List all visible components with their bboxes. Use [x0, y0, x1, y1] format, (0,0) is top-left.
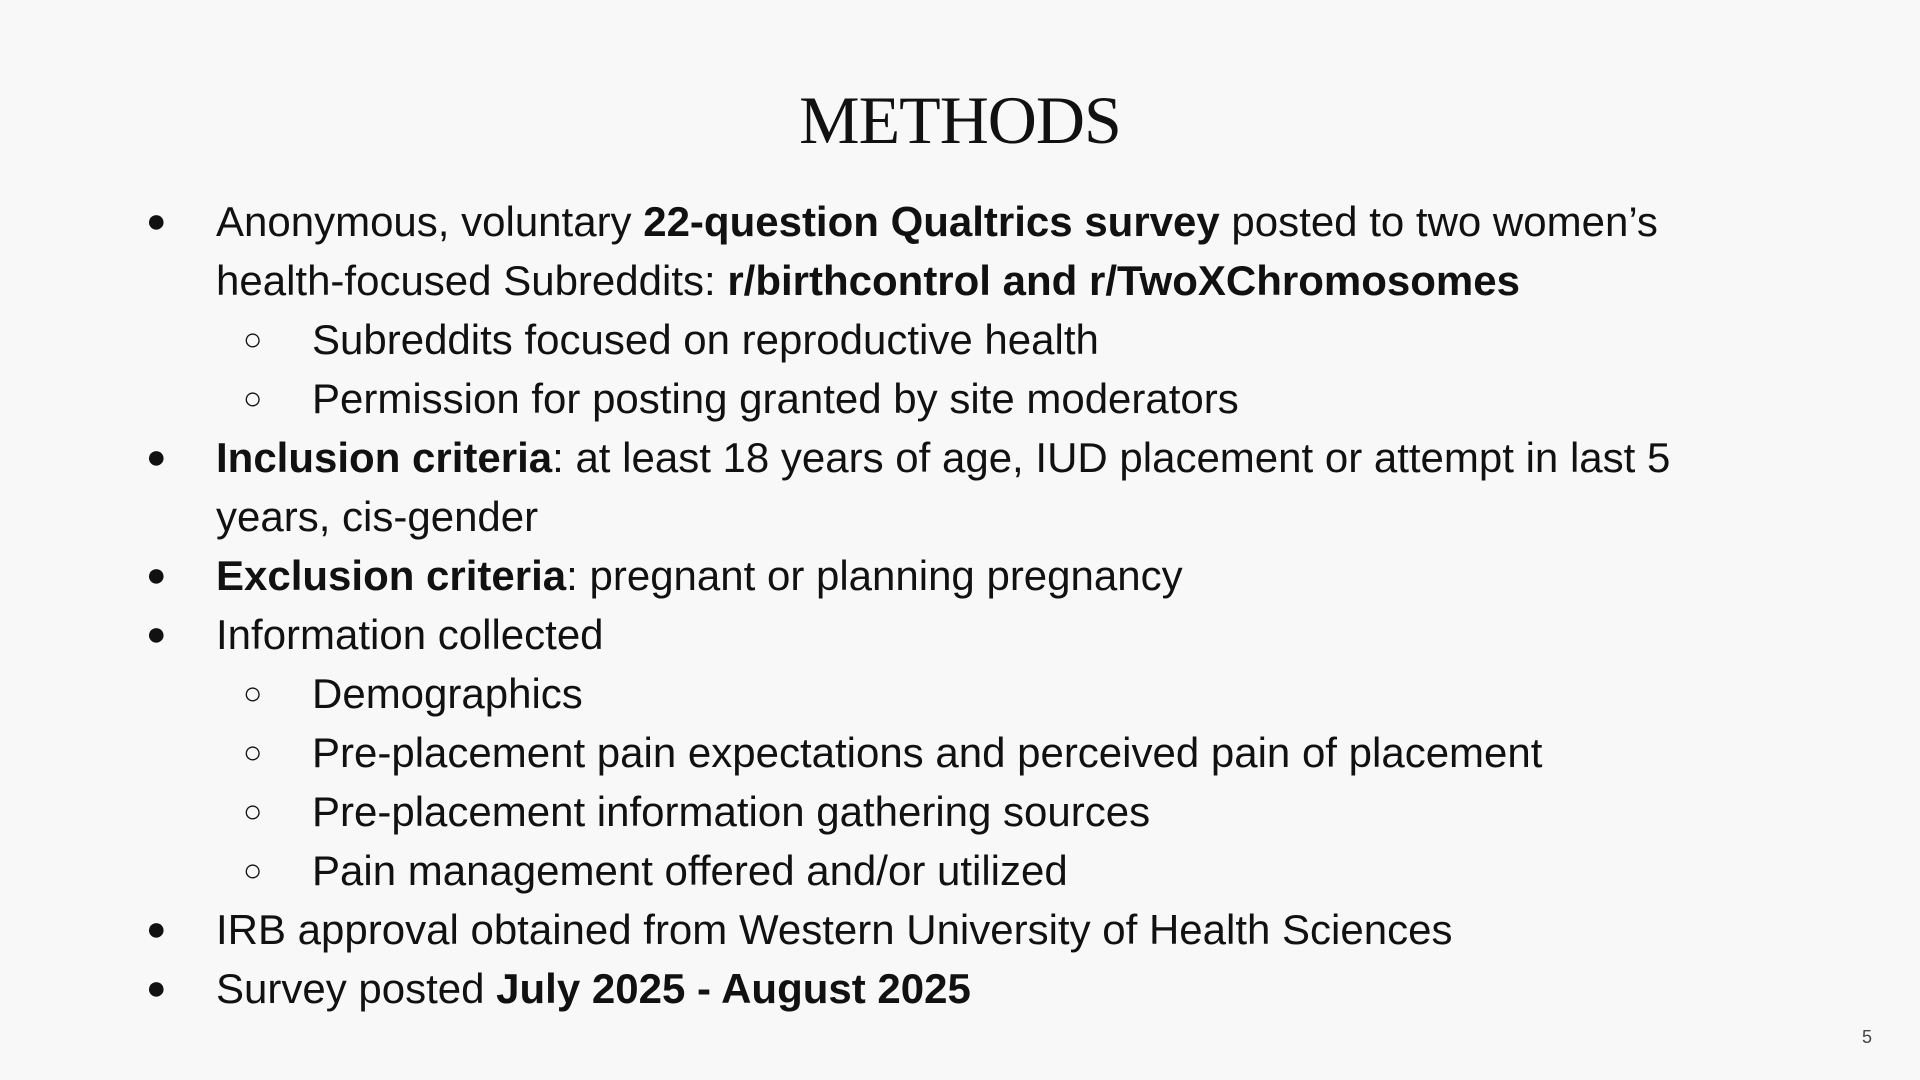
sub-bullet	[0, 369, 1756, 428]
bullet-bold-text: Inclusion criteria	[216, 434, 553, 481]
hollow-bullet-icon: ○	[243, 321, 263, 357]
sub-bullet-text: Permission for posting granted by site moderators	[312, 375, 1239, 422]
sub-bullet	[0, 782, 1756, 841]
hollow-bullet-icon: ○	[243, 793, 263, 829]
hollow-bullet-icon: ○	[243, 380, 263, 416]
filled-bullet-icon: ●	[146, 438, 167, 476]
bullet-text: Information collected	[216, 611, 604, 658]
bullet-bold-text: Exclusion criteria	[216, 552, 567, 599]
filled-bullet-icon: ●	[146, 615, 167, 653]
sub-bullet-text: Subreddits focused on reproductive health	[312, 316, 1099, 363]
sub-bullet-text: Pre-placement pain expectations and perceived pain of placement	[312, 729, 1543, 776]
filled-bullet-icon: ●	[146, 556, 167, 594]
bullet-text: : at least 18 years of age, IUD placement or attempt in last 5 years, cis-gender	[216, 434, 1671, 540]
bullet-inclusion-criteria	[0, 428, 1756, 546]
hollow-bullet-icon: ○	[243, 852, 263, 888]
bullet-text: Anonymous, voluntary	[216, 198, 644, 245]
hollow-bullet-icon: ○	[243, 675, 263, 711]
sub-bullet-text: Demographics	[312, 670, 583, 717]
filled-bullet-icon: ●	[146, 910, 167, 948]
bullet-text: Survey posted	[216, 965, 497, 1012]
bullet-bold-text: 22-question Qualtrics survey	[643, 198, 1220, 245]
bullet-text: : pregnant or planning pregnancy	[566, 552, 1183, 599]
filled-bullet-icon: ●	[146, 969, 167, 1007]
page-number: 5	[1861, 1027, 1872, 1047]
sub-bullet	[0, 841, 1756, 900]
sub-bullet-text: Pre-placement information gathering sources	[312, 788, 1151, 835]
bullet-text: posted to two women’s health-focused Subreddits:	[216, 198, 1658, 304]
hollow-bullet-icon: ○	[243, 734, 263, 770]
filled-bullet-icon: ●	[146, 202, 167, 240]
sub-bullet	[0, 310, 1756, 369]
sub-bullet	[0, 664, 1756, 723]
sub-bullet-text: Pain management offered and/or utilized	[312, 847, 1068, 894]
bullet-survey-description	[0, 192, 1756, 310]
sub-bullet	[0, 723, 1756, 782]
bullet-text: IRB approval obtained from Western University of Health Sciences	[216, 906, 1453, 953]
bullet-irb-approval	[0, 900, 1756, 959]
bullet-bold-text: July 2025 - August 2025	[496, 965, 971, 1012]
slide-title: METHODS	[799, 82, 1121, 158]
bullet-survey-dates	[0, 959, 1756, 1018]
bullet-bold-text: r/birthcontrol and r/TwoXChromosomes	[727, 257, 1520, 304]
bullet-exclusion-criteria	[0, 546, 1756, 605]
bullet-list	[0, 192, 1920, 1018]
bullet-information-collected	[0, 605, 1756, 664]
